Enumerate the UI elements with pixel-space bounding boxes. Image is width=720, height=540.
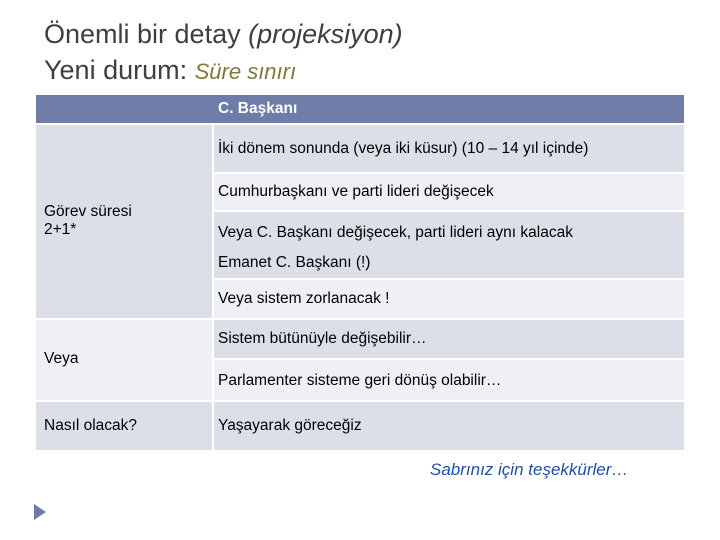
bullet-arrow-icon	[34, 504, 46, 520]
slide-subtitle-accent: Süre sınırı	[194, 59, 297, 84]
table-row	[214, 212, 684, 278]
table-row	[214, 402, 684, 450]
slide-title	[44, 18, 403, 50]
slide-title-text: Önemli bir detay	[44, 19, 249, 49]
table-row	[214, 174, 684, 210]
content-table	[36, 95, 684, 451]
table-header-label: C. Başkanı	[218, 100, 298, 117]
row-text-sub: Emanet C. Başkanı (!)	[218, 254, 371, 271]
label-nasil-olacak: Nasıl olacak?	[44, 417, 138, 434]
row-text: Yaşayarak göreceğiz	[218, 417, 362, 434]
row-text: Sistem bütünüyle değişebilir…	[218, 330, 427, 347]
label-gorev-line2: 2+1*	[44, 221, 77, 238]
label-gorev-suresi	[44, 203, 132, 239]
row-text: Veya C. Başkanı değişecek, parti lideri aynı kalacak	[218, 224, 573, 241]
row-text: Parlamenter sisteme geri dönüş olabilir…	[218, 372, 502, 389]
label-cell-nasil	[36, 402, 212, 450]
table-row	[214, 280, 684, 318]
label-cell-veya	[36, 320, 212, 400]
row-text: Cumhurbaşkanı ve parti lideri değişecek	[218, 183, 494, 200]
label-veya: Veya	[44, 350, 79, 367]
thanks-text: Sabrınız için teşekkürler…	[430, 460, 629, 479]
table-row	[214, 320, 684, 358]
label-cell-gorev	[36, 125, 212, 318]
row-text: Veya sistem zorlanacak !	[218, 290, 390, 307]
label-gorev-line1: Görev süresi	[44, 203, 132, 220]
table-header-row	[36, 95, 684, 123]
row-text: İki dönem sonunda (veya iki küsur) (10 – 14 yıl içinde)	[218, 140, 589, 157]
table-row	[214, 125, 684, 172]
table-row	[214, 360, 684, 400]
slide-title-italic: (projeksiyon)	[248, 19, 403, 49]
slide-subtitle-text: Yeni durum:	[44, 55, 195, 85]
slide-subtitle	[44, 54, 296, 88]
